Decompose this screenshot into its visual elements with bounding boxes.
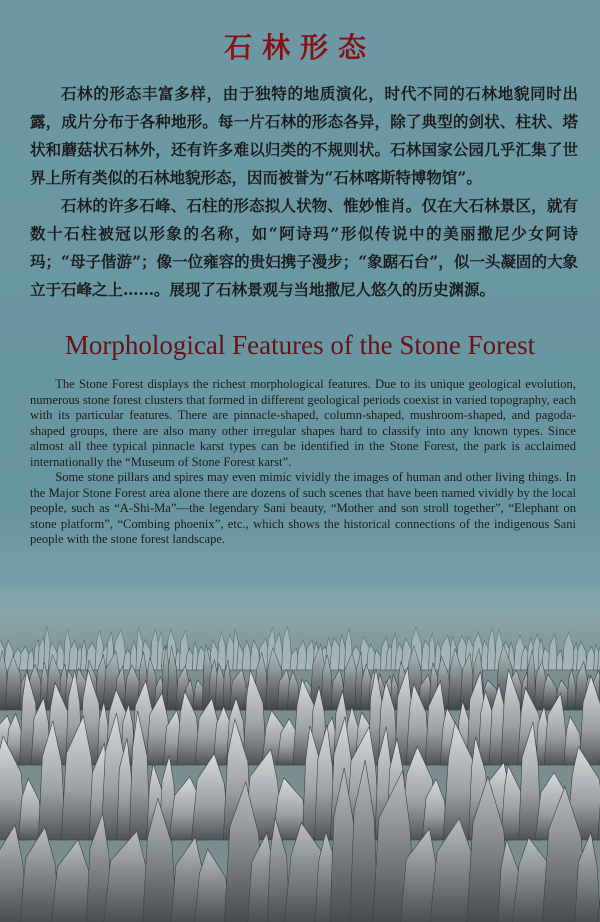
- english-body: [30, 377, 576, 548]
- chinese-body: [30, 80, 578, 304]
- english-title: Morphological Features of the Stone Forest: [64, 330, 536, 360]
- stone-forest-photo: [0, 590, 600, 922]
- english-paragraph: The Stone Forest displays the richest morphological features. Due to its unique geological evolution, numerous stone forest clusters that formed in different geological periods coexist in varied topography, each with its particular features. There are pinnacle-shaped, column-shaped, mushroom-shaped, and pagoda-shaped groups, there are also many other irregular shapes hard to classify into any known types. Since almost all thee typical pinnacle karst types can be identified in the Stone Forest, the park is acclaimed internationally the “Museum of Stone Forest karst”.: [30, 377, 576, 469]
- english-paragraph: Some stone pillars and spires may even mimic vividly the images of human and other living things. In the Major Stone Forest area alone there are dozens of such scenes that have been named vividly by the local people, such as “A-Shi-Ma”—the legendary Sani beauty, “Mother and son stroll together”, “Elephant on stone platform”, “Combing phoenix”, etc., which shows the historical connections of the indigenous Sani people with the stone forest landscape.: [30, 470, 576, 546]
- chinese-paragraph: 石林的许多石峰、石柱的形态拟人状物、惟妙惟肖。仅在大石林景区，就有数十石柱被冠以形象的名称，如“阿诗玛”形似传说中的美丽撒尼少女阿诗玛；“母子偕游”；像一位雍容的贵妇携子漫步；“象踞石台”，似一头凝固的大象立于石峰之上……。展现了石林景观与当地撒尼人悠久的历史渊源。: [30, 196, 578, 299]
- chinese-title: 石林形态: [223, 31, 376, 64]
- chinese-paragraph: 石林的形态丰富多样，由于独特的地质演化，时代不同的石林地貌同时出露，成片分布于各种地形。每一片石林的形态各异，除了典型的剑状、柱状、塔状和蘑菇状石林外，还有许多难以归类的不规则状。石林国家公园几乎汇集了世界上所有类似的石林地貌形态，因而被誉为“石林喀斯特博物馆”。: [30, 84, 578, 187]
